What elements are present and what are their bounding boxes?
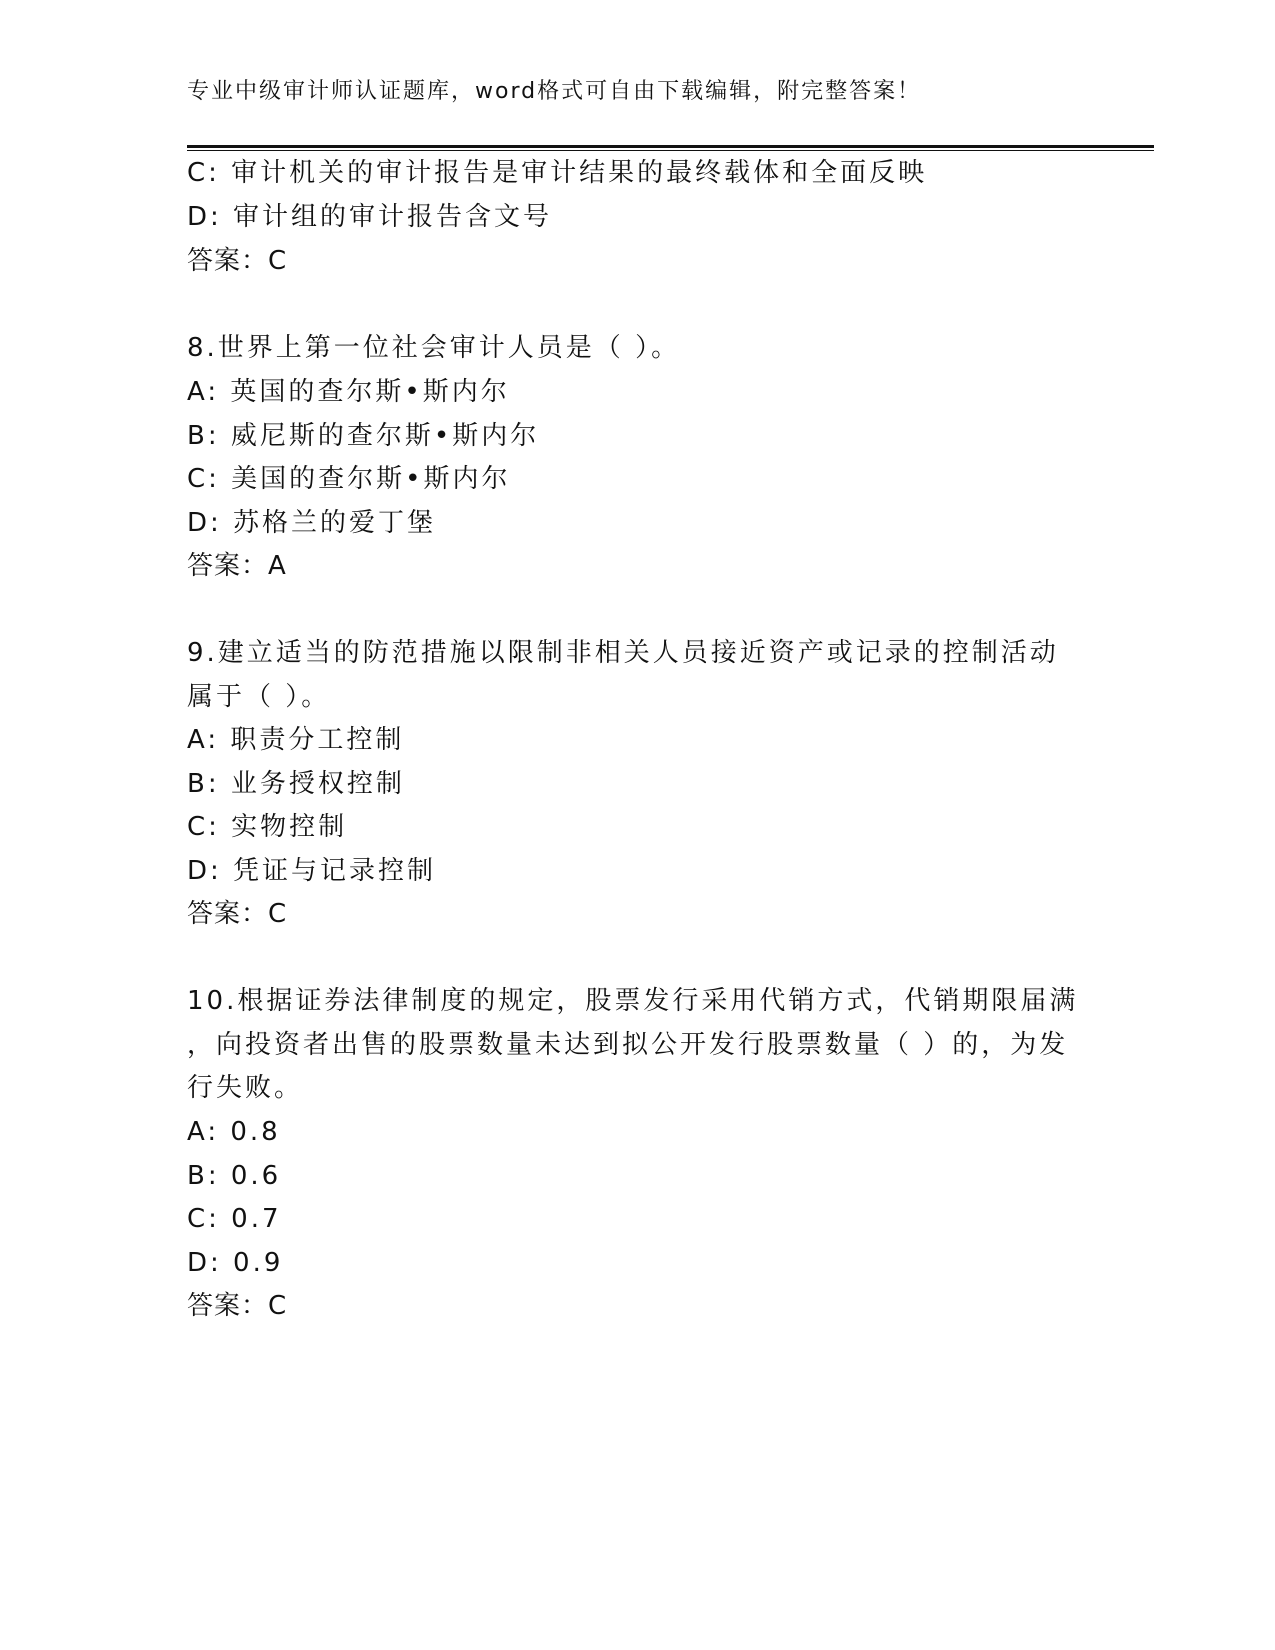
q10-option-b: B: 0.6 (187, 1161, 282, 1191)
header-rule-thin (187, 150, 1154, 151)
q10-stem-line-3: 行失败。 (187, 1073, 304, 1103)
q9-stem-line-2: 属于（ ）。 (187, 682, 331, 712)
q10-stem-line-2: ，向投资者出售的股票数量未达到拟公开发行股票数量（ ）的，为发 (187, 1030, 1069, 1060)
q9-answer: 答案：C (187, 899, 288, 929)
q10-option-d: D: 0.9 (187, 1248, 284, 1278)
q10-option-a: A: 0.8 (187, 1117, 281, 1147)
q7-answer: 答案：C (187, 246, 288, 276)
q8-stem: 8.世界上第一位社会审计人员是（ ）。 (187, 333, 681, 363)
q7-option-d: D: 审计组的审计报告含文号 (187, 202, 553, 232)
q8-option-a: A: 英国的查尔斯•斯内尔 (187, 377, 510, 407)
q9-option-b: B: 业务授权控制 (187, 769, 405, 799)
q10-option-c: C: 0.7 (187, 1204, 282, 1234)
q8-option-c: C: 美国的查尔斯•斯内尔 (187, 464, 511, 494)
header-rule-thick (187, 145, 1154, 148)
q8-option-b: B: 威尼斯的查尔斯•斯内尔 (187, 421, 540, 451)
q9-option-c: C: 实物控制 (187, 812, 348, 842)
q9-option-a: A: 职责分工控制 (187, 725, 405, 755)
q9-option-d: D: 凭证与记录控制 (187, 856, 437, 886)
q7-option-c: C: 审计机关的审计报告是审计结果的最终载体和全面反映 (187, 158, 928, 188)
q10-stem-line-1: 10.根据证券法律制度的规定，股票发行采用代销方式，代销期限届满 (187, 986, 1079, 1016)
q8-answer: 答案：A (187, 551, 287, 581)
page-header: 专业中级审计师认证题库，word格式可自由下载编辑，附完整答案！ (187, 79, 922, 104)
q10-answer: 答案：C (187, 1291, 288, 1321)
q9-stem-line-1: 9.建立适当的防范措施以限制非相关人员接近资产或记录的控制活动 (187, 638, 1059, 668)
q8-option-d: D: 苏格兰的爱丁堡 (187, 508, 437, 538)
